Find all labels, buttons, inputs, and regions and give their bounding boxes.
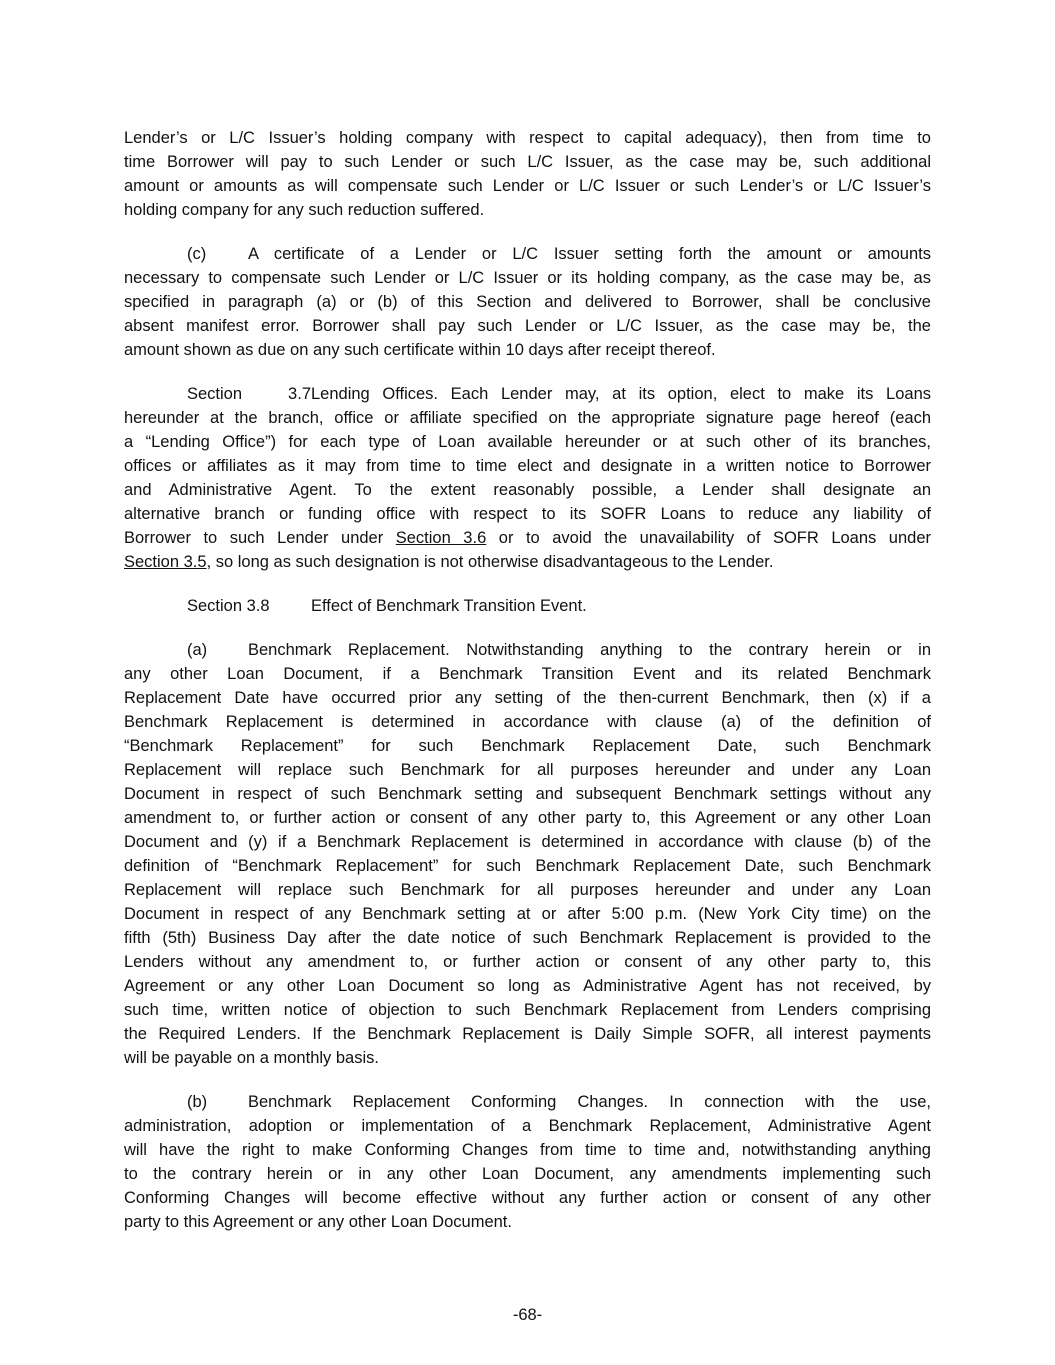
text-line xyxy=(124,198,931,222)
text-segment: and Administrative Agent. To the extent reasonably possible, a Lender shall designate an xyxy=(124,481,931,499)
text-line xyxy=(124,338,931,362)
text-line xyxy=(124,406,931,430)
text-segment: time Borrower will pay to such Lender or such L/C Issuer, as the case may be, such additional xyxy=(124,153,931,171)
text-segment: amendment to, or further action or consent of any other party to, this Agreement or any other Loan xyxy=(124,809,931,827)
document-body xyxy=(124,126,931,1254)
text-segment: will be payable on a monthly basis. xyxy=(124,1049,379,1067)
paragraph xyxy=(124,1090,931,1234)
text-segment: Lenders without any amendment to, or further action or consent of any other party to, this xyxy=(124,953,931,971)
text-segment: Lending Offices. Each Lender may, at its option, elect to make its Loans xyxy=(311,385,931,403)
text-line xyxy=(124,382,931,406)
paragraph xyxy=(124,594,931,618)
text-segment: Benchmark Replacement. Notwithstanding anything to the contrary herein or in xyxy=(248,641,931,659)
text-segment: Document and (y) if a Benchmark Replacement is determined in accordance with clause (b) of the xyxy=(124,833,931,851)
text-segment: definition of “Benchmark Replacement” for such Benchmark Replacement Date, such Benchmark xyxy=(124,857,931,875)
text-line xyxy=(124,974,931,998)
text-line xyxy=(124,1046,931,1070)
text-line xyxy=(124,950,931,974)
paragraph-label: (b) xyxy=(187,1093,208,1111)
paragraph xyxy=(124,242,931,362)
text-segment: the Required Lenders. If the Benchmark Replacement is Daily Simple SOFR, all interest payments xyxy=(124,1025,931,1043)
text-line xyxy=(124,758,931,782)
text-line xyxy=(124,1162,931,1186)
text-segment: such time, written notice of objection to such Benchmark Replacement from Lenders comprising xyxy=(124,1001,931,1019)
section-reference-link[interactable]: Section 3.6 xyxy=(395,529,487,547)
text-segment: alternative branch or funding office with respect to its SOFR Loans to reduce any liability of xyxy=(124,505,931,523)
paragraph xyxy=(124,638,931,1070)
page-number: -68- xyxy=(512,1306,543,1324)
text-segment: absent manifest error. Borrower shall pay such Lender or L/C Issuer, as the case may be, the xyxy=(124,317,931,335)
paragraph-label: (a) xyxy=(187,641,208,659)
text-segment: party to this Agreement or any other Loan Document. xyxy=(124,1213,512,1231)
text-segment: any other Loan Document, if a Benchmark Transition Event and its related Benchmark xyxy=(124,665,931,683)
text-segment: Borrower to such Lender under xyxy=(124,529,396,547)
text-line xyxy=(124,1186,931,1210)
text-segment: Agreement or any other Loan Document so long as Administrative Agent has not received, by xyxy=(124,977,931,995)
paragraph-label: (c) xyxy=(187,245,207,263)
text-segment: Document in respect of such Benchmark setting and subsequent Benchmark settings without any xyxy=(124,785,931,803)
paragraph-label: Section 3.7 xyxy=(187,385,311,403)
paragraph-label: Section 3.8 xyxy=(187,597,270,615)
text-line xyxy=(124,454,931,478)
text-line xyxy=(124,734,931,758)
text-line xyxy=(124,1210,931,1234)
text-segment: or to avoid the unavailability of SOFR Loans under xyxy=(486,529,931,547)
text-segment: offices or affiliates as it may from time to time elect and designate in a written notice to Borrower xyxy=(124,457,931,475)
text-line xyxy=(124,662,931,686)
text-line xyxy=(124,926,931,950)
text-line xyxy=(124,686,931,710)
text-segment: Benchmark Replacement is determined in accordance with clause (a) of the definition of xyxy=(124,713,931,731)
text-line xyxy=(124,902,931,926)
text-line xyxy=(124,1138,931,1162)
text-segment: holding company for any such reduction suffered. xyxy=(124,201,485,219)
text-line xyxy=(124,998,931,1022)
text-line xyxy=(124,1022,931,1046)
text-line xyxy=(124,266,931,290)
text-line xyxy=(124,314,931,338)
text-line xyxy=(124,430,931,454)
paragraph xyxy=(124,382,931,574)
text-segment: will have the right to make Conforming Changes from time to time and, notwithstanding anything xyxy=(124,1141,931,1159)
text-segment: Effect of Benchmark Transition Event. xyxy=(311,597,587,615)
text-line xyxy=(124,290,931,314)
paragraph xyxy=(124,126,931,222)
text-segment: Lender’s or L/C Issuer’s holding company with respect to capital adequacy), then from time to xyxy=(124,129,931,147)
text-segment: fifth (5th) Business Day after the date notice of such Benchmark Replacement is provided to the xyxy=(124,929,931,947)
text-segment: hereunder at the branch, office or affiliate specified on the appropriate signature page hereof (each xyxy=(124,409,931,427)
text-segment: specified in paragraph (a) or (b) of this Section and delivered to Borrower, shall be conclusive xyxy=(124,293,931,311)
text-segment: Benchmark Replacement Conforming Changes. In connection with the use, xyxy=(248,1093,931,1111)
text-segment: Document in respect of any Benchmark setting at or after 5:00 p.m. (New York City time) on the xyxy=(124,905,931,923)
text-line xyxy=(124,242,931,266)
text-line xyxy=(124,126,931,150)
text-line xyxy=(124,710,931,734)
text-segment: Conforming Changes will become effective without any further action or consent of any other xyxy=(124,1189,931,1207)
text-line xyxy=(124,1090,931,1114)
text-line xyxy=(124,174,931,198)
text-line xyxy=(124,638,931,662)
text-line xyxy=(124,478,931,502)
text-segment: necessary to compensate such Lender or L/C Issuer or its holding company, as the case may be, as xyxy=(124,269,931,287)
text-line xyxy=(124,878,931,902)
text-segment: , so long as such designation is not otherwise disadvantageous to the Lender. xyxy=(206,553,774,571)
section-reference-link[interactable]: Section 3.5 xyxy=(124,553,207,571)
text-segment: Replacement Date have occurred prior any setting of the then-current Benchmark, then (x) if a xyxy=(124,689,931,707)
text-line xyxy=(124,150,931,174)
text-line xyxy=(124,782,931,806)
text-line xyxy=(124,526,931,550)
text-segment: amount or amounts as will compensate such Lender or L/C Issuer or such Lender’s or L/C Issuer’s xyxy=(124,177,931,195)
text-line xyxy=(124,1114,931,1138)
text-segment: administration, adoption or implementation of a Benchmark Replacement, Administrative Agent xyxy=(124,1117,931,1135)
text-segment: Replacement will replace such Benchmark for all purposes hereunder and under any Loan xyxy=(124,881,931,899)
text-segment: amount shown as due on any such certificate within 10 days after receipt thereof. xyxy=(124,341,716,359)
text-line xyxy=(124,806,931,830)
text-line xyxy=(124,502,931,526)
text-segment: “Benchmark Replacement” for such Benchmark Replacement Date, such Benchmark xyxy=(124,737,931,755)
text-segment: to the contrary herein or in any other Loan Document, any amendments implementing such xyxy=(124,1165,931,1183)
text-segment: Replacement will replace such Benchmark for all purposes hereunder and under any Loan xyxy=(124,761,931,779)
text-line xyxy=(124,830,931,854)
text-line xyxy=(124,594,931,618)
text-segment: a “Lending Office”) for each type of Loan available hereunder or at such other of its branches, xyxy=(124,433,931,451)
text-line xyxy=(124,854,931,878)
text-segment: A certificate of a Lender or L/C Issuer setting forth the amount or amounts xyxy=(248,245,931,263)
text-line xyxy=(124,550,931,574)
